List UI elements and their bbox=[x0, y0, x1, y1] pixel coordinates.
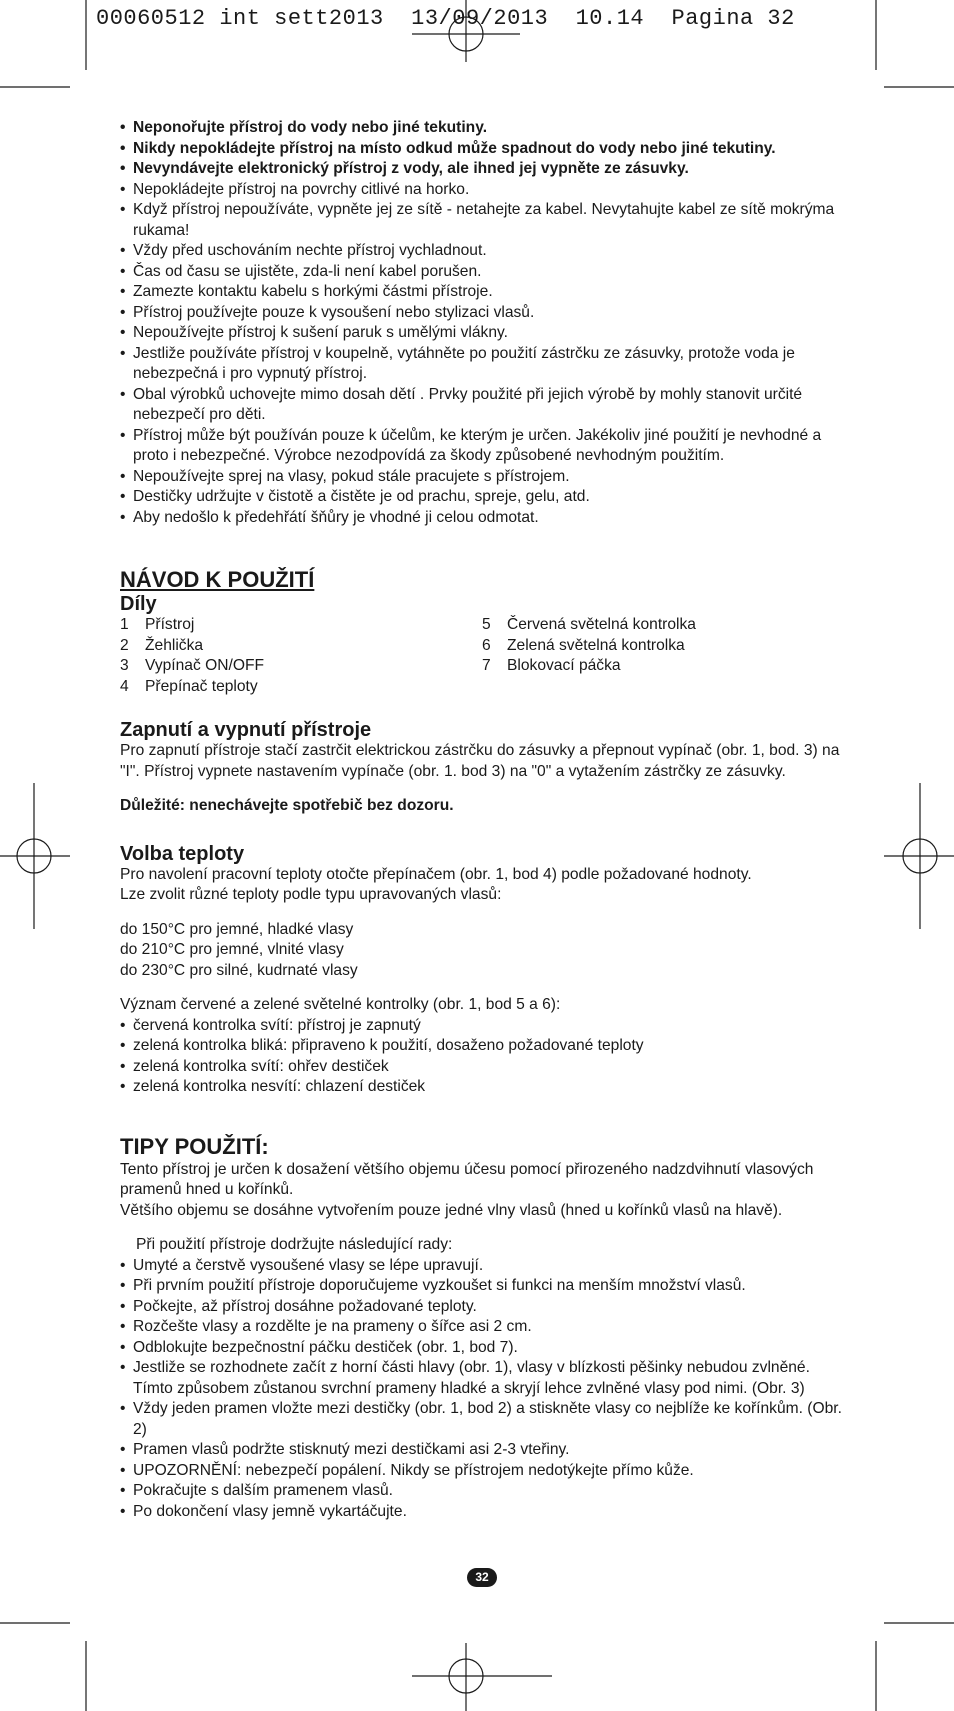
tips-paragraph: Tento přístroj je určen k dosažení většího objemu účesu pomocí přirozeného nadzdvihnutí vlasových pramenů hned u kořínků. bbox=[120, 1160, 814, 1198]
part-item: 3 Vypínač ON/OFF bbox=[120, 657, 265, 674]
part-item: 4 Přepínač teploty bbox=[120, 677, 258, 695]
tip-item: • Umyté a čerstvě vysoušené vlasy se lépe upravují. bbox=[120, 1256, 845, 1277]
tip-item: • Pokračujte s dalším pramenem vlasů. bbox=[120, 1481, 845, 1502]
tip-item: • UPOZORNĚNÍ: nebezpečí popálení. Nikdy se přístrojem nedotýkejte přímo kůže. bbox=[120, 1461, 845, 1482]
tip-item: • Pramen vlasů podržte stisknutý mezi destičkami asi 2-3 vteřiny. bbox=[120, 1440, 845, 1461]
document-body bbox=[120, 118, 845, 1522]
tips-list bbox=[120, 1256, 845, 1523]
tip-item: • Odblokujte bezpečnostní páčku destiček (obr. 1, bod 7). bbox=[120, 1338, 845, 1359]
part-item: 7 Blokovací páčka bbox=[482, 657, 621, 674]
warning-item: • Nepoužívejte sprej na vlasy, pokud stále pracujete s přístrojem. bbox=[120, 467, 845, 488]
parts-list bbox=[120, 615, 845, 697]
warning-item: • Když přístroj nepoužíváte, vypněte jej ze sítě - netahejte za kabel. Nevytahujte kabel ze sítě mokrýma rukama! bbox=[120, 200, 845, 241]
parts-column-right bbox=[482, 615, 844, 697]
parts-column-left bbox=[120, 615, 482, 697]
warning-item: • Přístroj používejte pouze k vysoušení nebo stylizaci vlasů. bbox=[120, 303, 845, 324]
warning-item: • Neponořujte přístroj do vody nebo jiné tekutiny. bbox=[120, 118, 845, 139]
warning-item: • Nepokládejte přístroj na povrchy citlivé na horko. bbox=[120, 180, 845, 201]
tips-intro: Při použití přístroje dodržujte následující rady: bbox=[136, 1236, 453, 1253]
power-heading: Zapnutí a vypnutí přístroje bbox=[120, 719, 372, 741]
warning-item: • Přístroj může být používán pouze k účelům, ke kterým je určen. Jakékoliv jiné použití je nevhodné a proto i nebezpečné. Výrobce nezodpovídá za škody způsobené nevhodným použitím. bbox=[120, 426, 845, 467]
warning-item: • Destičky udržujte v čistotě a čistěte je od prachu, spreje, gelu, atd. bbox=[120, 487, 845, 508]
warning-item: • Čas od času se ujistěte, zda-li není kabel porušen. bbox=[120, 262, 845, 283]
print-header bbox=[96, 6, 795, 31]
part-item: 1 Přístroj bbox=[120, 616, 195, 633]
temperature-level: do 230°C pro silné, kudrnaté vlasy bbox=[120, 961, 358, 979]
tip-item: • Jestliže se rozhodnete začít z horní části hlavy (obr. 1), vlasy v blízkosti pěšinky nebudou zvlněné. Tímto způsobem zůstanou svrchní prameny hladké a skryjí lehce zvlněné vlasy pod nimi. (Obr. 3) bbox=[120, 1358, 845, 1399]
part-item: 6 Zelená světelná kontrolka bbox=[482, 636, 685, 654]
tips-title: TIPY POUŽITÍ: bbox=[120, 1133, 269, 1159]
warning-item: • Nikdy nepokládejte přístroj na místo odkud může spadnout do vody nebo jiné tekutiny. bbox=[120, 139, 845, 160]
temperature-level: do 210°C pro jemné, vlnité vlasy bbox=[120, 941, 344, 958]
part-item: 2 Žehlička bbox=[120, 636, 204, 654]
job-date: 13/09/2013 bbox=[411, 6, 549, 31]
tip-item: • Rozčešte vlasy a rozdělte je na prameny o šířce asi 2 cm. bbox=[120, 1317, 845, 1338]
instructions-title: NÁVOD K POUŽITÍ bbox=[120, 567, 315, 592]
indicator-list bbox=[120, 1016, 845, 1098]
temperature-level: do 150°C pro jemné, hladké vlasy bbox=[120, 920, 354, 938]
temperature-text: Lze zvolit různé teploty podle typu upravovaných vlasů: bbox=[120, 886, 502, 903]
warning-item: • Vždy před uschováním nechte přístroj vychladnout. bbox=[120, 241, 845, 262]
tip-item: • Po dokončení vlasy jemně vykartáčujte. bbox=[120, 1502, 845, 1523]
indicator-item: • zelená kontrolka bliká: připraveno k použití, dosaženo požadované teploty bbox=[120, 1036, 845, 1057]
parts-heading: Díly bbox=[120, 593, 157, 615]
tip-item: • Vždy jeden pramen vložte mezi destičky (obr. 1, bod 2) a stiskněte vlasy co nejblíže ke kořínkům. (Obr. 2) bbox=[120, 1399, 845, 1440]
page-number-badge: 32 bbox=[467, 1568, 497, 1587]
warning-item: • Nepoužívejte přístroj k sušení paruk s umělými vlákny. bbox=[120, 323, 845, 344]
indicator-item: • zelená kontrolka svítí: ohřev destiček bbox=[120, 1057, 845, 1078]
tip-item: • Při prvním použití přístroje doporučujeme vyzkoušet si funkci na menším množství vlasů. bbox=[120, 1276, 845, 1297]
job-time: 10.14 bbox=[575, 6, 645, 31]
indicator-intro: Význam červené a zelené světelné kontrolky (obr. 1, bod 5 a 6): bbox=[120, 996, 561, 1013]
temperature-heading: Volba teploty bbox=[120, 842, 245, 865]
warning-item: • Nevyndávejte elektronický přístroj z vody, ale ihned jej vypněte ze zásuvky. bbox=[120, 159, 845, 180]
part-item: 5 Červená světelná kontrolka bbox=[482, 616, 696, 633]
warning-item: • Obal výrobků uchovejte mimo dosah dětí . Prvky použité při jejich výrobě by mohly stanovit určité nebezpečí pro děti. bbox=[120, 385, 845, 426]
temperature-text: Pro navolení pracovní teploty otočte přepínačem (obr. 1, bod 4) podle požadované hodnoty. bbox=[120, 865, 752, 883]
job-code: 00060512 int sett2013 bbox=[96, 6, 384, 31]
warning-item: • Zamezte kontaktu kabelu s horkými částmi přístroje. bbox=[120, 282, 845, 303]
important-note: Důležité: nenechávejte spotřebič bez dozoru. bbox=[120, 797, 454, 814]
indicator-item: • červená kontrolka svítí: přístroj je zapnutý bbox=[120, 1016, 845, 1037]
warning-item: • Aby nedošlo k předehřátí šňůry je vhodné ji celou odmotat. bbox=[120, 508, 845, 529]
tips-paragraph: Většího objemu se dosáhne vytvořením pouze jedné vlny vlasů (hned u kořínků vlasů na hlavě). bbox=[120, 1201, 783, 1219]
warning-item: • Jestliže používáte přístroj v koupelně, vytáhněte po použití zástrčku ze zásuvky, protože voda je nebezpečná i pro vypnutý přístroj. bbox=[120, 344, 845, 385]
safety-warnings-list bbox=[120, 118, 845, 528]
job-page: Pagina 32 bbox=[671, 6, 795, 31]
power-text: Pro zapnutí přístroje stačí zastrčit elektrickou zástrčku do zásuvky a přepnout vypínač (obr. 1, bod. 3) na "I". Přístroj vypnete nastavením vypínače (obr. 1. bod 3) na "0" a vytažením zástrčky ze zásuvky. bbox=[120, 742, 840, 780]
tip-item: • Počkejte, až přístroj dosáhne požadované teploty. bbox=[120, 1297, 845, 1318]
indicator-item: • zelená kontrolka nesvítí: chlazení destiček bbox=[120, 1077, 845, 1098]
